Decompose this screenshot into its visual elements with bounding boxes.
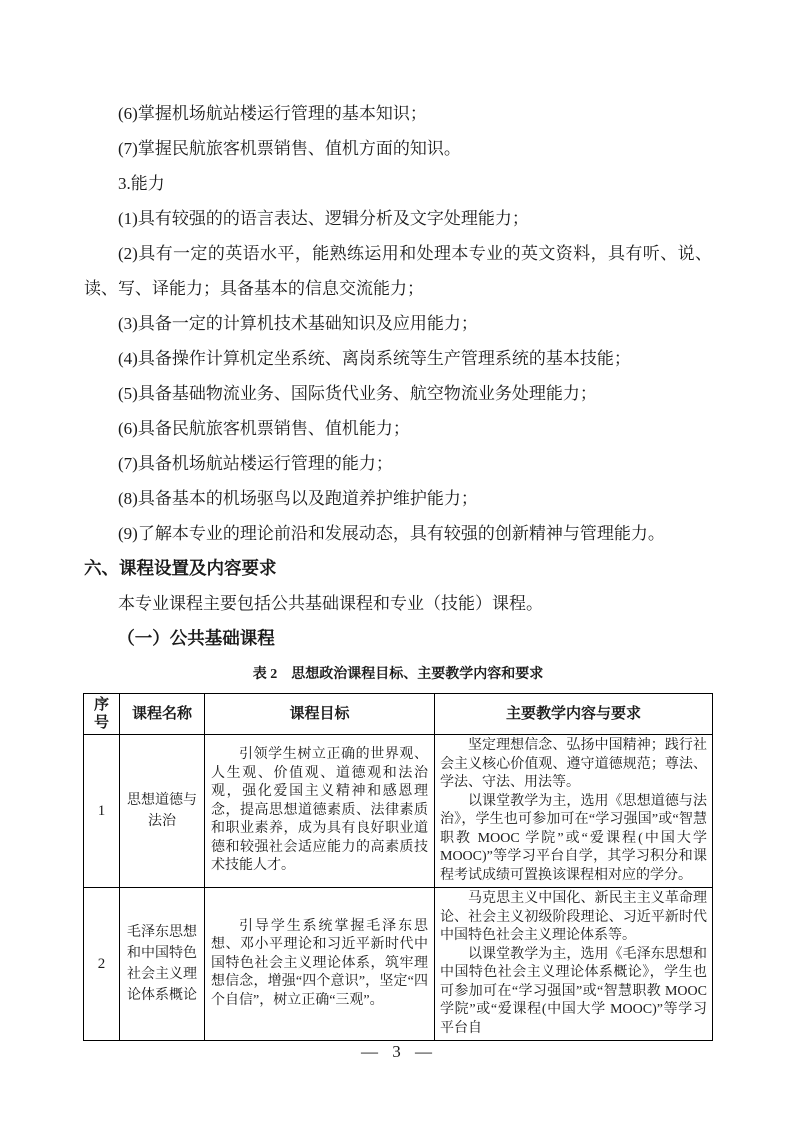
body-paragraph: (2)具有一定的英语水平，能熟练运用和处理本专业的英文资料，具有听、说、读、写、译能力；具备基本的信息交流能力； — [84, 244, 712, 298]
objective-paragraph: 引导学生系统掌握毛泽东思想、邓小平理论和习近平新时代中国特色社会主义理论体系，筑牢理想信念，增强“四个意识”，坚定“四个自信”，树立正确“三观”。 — [211, 918, 428, 1008]
table-row — [84, 888, 713, 1041]
body-paragraph: (3)具备一定的计算机技术基础知识及应用能力； — [118, 314, 478, 333]
cell-course-no: 2 — [84, 888, 120, 1041]
objective-paragraph: 引领学生树立正确的世界观、人生观、价值观、道德观和法治观，强化爱国主义精神和感恩理念，提高思想道德素质、法律素质和职业素养，成为具有良好职业道德和较强社会适应能力的高素质技术技能人才。 — [211, 747, 428, 874]
cell-course-objective — [205, 888, 435, 1041]
body-paragraph: (6)掌握机场航站楼运行管理的基本知识； — [118, 104, 427, 123]
table-row — [84, 735, 713, 888]
header-cell-content: 主要教学内容与要求 — [435, 694, 713, 735]
table-caption: 表 2 思想政治课程目标、主要教学内容和要求 — [252, 667, 544, 682]
page-number: — 3 — — [361, 1042, 432, 1061]
cell-course-no: 1 — [84, 735, 120, 888]
course-table — [83, 693, 713, 1041]
cell-course-name: 毛泽东思想和中国特色社会主义理论体系概论 — [120, 888, 205, 1041]
content-paragraph: 以课堂教学为主，选用《毛泽东思想和中国特色社会主义理论体系概论》，学生也可参加可在“学习强国”或“智慧职教 MOOC 学院”或“爱课程(中国大学 MOOC)”等学习平台自 — [440, 946, 707, 1036]
header-row — [84, 694, 713, 735]
content-paragraph: 马克思主义中国化、新民主主义革命理论、社会主义初级阶段理论、习近平新时代中国特色社会主义理论体系等。 — [440, 891, 707, 943]
section-heading: 六、课程设置及内容要求 — [84, 558, 277, 578]
body-paragraph: (4)具备操作计算机定坐系统、离岗系统等生产管理系统的基本技能； — [118, 349, 631, 368]
header-cell-no: 序号 — [84, 694, 120, 735]
body-paragraph: (9)了解本专业的理论前沿和发展动态，具有较强的创新精神与管理能力。 — [118, 524, 665, 543]
header-cell-name: 课程名称 — [120, 694, 205, 735]
document-body — [84, 96, 712, 1041]
section-intro: 本专业课程主要包括公共基础课程和专业（技能）课程。 — [118, 594, 543, 613]
cell-course-content — [435, 735, 713, 888]
cell-course-name: 思想道德与法治 — [120, 735, 205, 888]
body-paragraph: (6)具备民航旅客机票销售、值机能力； — [118, 419, 410, 438]
cell-course-content — [435, 888, 713, 1041]
body-paragraph: (8)具备基本的机场驱鸟以及跑道养护维护能力； — [118, 489, 478, 508]
body-paragraph: (7)掌握民航旅客机票销售、值机方面的知识。 — [118, 139, 461, 158]
course-table-header — [84, 694, 713, 735]
content-paragraph: 坚定理想信念、弘扬中国精神；践行社会主义核心价值观、遵守道德规范；尊法、学法、守法、用法等。 — [440, 738, 707, 790]
body-paragraph: (5)具备基础物流业务、国际货代业务、航空物流业务处理能力； — [118, 384, 597, 403]
cell-course-objective — [205, 735, 435, 888]
header-cell-objective: 课程目标 — [205, 694, 435, 735]
subsection-heading: （一）公共基础课程 — [117, 628, 275, 648]
body-paragraph: (1)具有较强的的语言表达、逻辑分析及文字处理能力； — [118, 209, 529, 228]
body-paragraph: (7)具备机场航站楼运行管理的能力； — [118, 454, 393, 473]
body-paragraph: 3.能力 — [118, 174, 165, 193]
content-paragraph: 以课堂教学为主，选用《思想道德与法治》，学生也可参加可在“学习强国”或“智慧职教 MOOC 学院”或“爱课程(中国大学MOOC)”等学习平台自学，其学习积分和课程考试成绩可置换该课程相对应的学分。 — [440, 793, 707, 883]
